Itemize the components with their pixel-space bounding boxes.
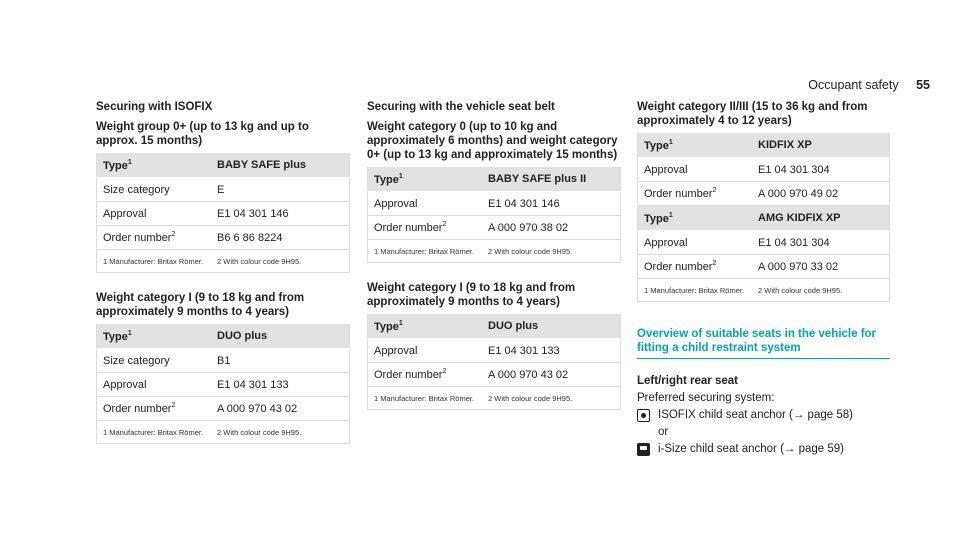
row-value: E1 04 301 133 [211, 373, 350, 397]
table-header-row [97, 153, 350, 178]
row-label: Size category [97, 178, 212, 202]
row-label: Approval [638, 231, 753, 255]
child-seat-table [96, 324, 350, 444]
seat-name-header: AMG KIDFIX XP [752, 206, 890, 231]
section-heading: Securing with the vehicle seat belt [367, 101, 555, 113]
row-value: E [211, 178, 350, 202]
row-label: Approval [368, 339, 483, 363]
row-label: Order number$^2$ [97, 397, 212, 421]
table-row [97, 373, 350, 397]
page-number: 55 [916, 78, 930, 92]
row-value: A 000 970 38 02 [482, 216, 621, 240]
row-label: Order number$^2$ [638, 255, 753, 279]
row-value: B6 6 86 8224 [211, 226, 350, 250]
weight-category-title: Weight category II/III (15 to 36 kg and from approximately 4 to 12 years) [637, 101, 868, 127]
i-size-text[interactable]: i-Size child seat anchor (→ page 59) [658, 443, 845, 455]
footnote-2: 2 With colour code 9H95. [217, 256, 302, 266]
row-value: E1 04 301 146 [482, 192, 621, 216]
seat-name-header: DUO plus [211, 324, 350, 349]
table-row [97, 349, 350, 373]
type-header: Type$^1$ [638, 206, 753, 231]
weight-category-title: Weight category I (9 to 18 kg and from approximately 9 months to 4 years) [367, 282, 576, 308]
type-header: Type$^1$ [368, 314, 483, 339]
seat-name-header: KIDFIX XP [752, 133, 890, 158]
row-value: A 000 970 43 02 [482, 363, 621, 387]
footnote-2: 2 With colour code 9H95. [488, 393, 573, 403]
table-header-row [97, 324, 350, 349]
list-item [637, 407, 890, 424]
seat-name-header: DUO plus [482, 314, 621, 339]
table-row [97, 178, 350, 202]
isofix-icon [637, 409, 650, 422]
table-header-row [368, 314, 621, 339]
child-seat-table [637, 133, 890, 302]
row-value: E1 04 301 304 [752, 158, 890, 182]
seat-section [637, 373, 890, 458]
row-label: Approval [638, 158, 753, 182]
page-header [808, 78, 930, 92]
column-2 [367, 100, 621, 410]
footnote-row [97, 250, 350, 273]
row-value: E1 04 301 304 [752, 231, 890, 255]
footnote-1: 1 Manufacturer: Britax Römer. [103, 427, 204, 437]
type-header: Type$^1$ [638, 133, 753, 158]
seat-heading: Left/right rear seat [637, 375, 738, 387]
table-row [368, 339, 621, 363]
child-seat-table [367, 167, 621, 263]
weight-category-title: Weight category 0 (up to 10 kg and approximately 6 months) and weight category 0+ (up to 13 kg and approximately 15 months) [367, 121, 618, 161]
footnote-row [368, 387, 621, 410]
footnote-1: 1 Manufacturer: Britax Römer. [374, 246, 475, 256]
i-size-icon [637, 443, 650, 456]
or-label: or [658, 426, 669, 438]
table-row [638, 158, 890, 182]
table-row [638, 255, 890, 279]
row-label: Order number$^2$ [368, 363, 483, 387]
row-value: B1 [211, 349, 350, 373]
section-heading: Securing with ISOFIX [96, 101, 213, 113]
child-seat-table [367, 314, 621, 410]
row-label: Approval [97, 202, 212, 226]
table-row [638, 182, 890, 206]
seat-name-header: BABY SAFE plus II [482, 167, 621, 192]
footnote-1: 1 Manufacturer: Britax Römer. [374, 393, 475, 403]
footnote-2: 2 With colour code 9H95. [488, 246, 573, 256]
table-row [368, 192, 621, 216]
footnote-row [97, 421, 350, 444]
row-value: E1 04 301 133 [482, 339, 621, 363]
table-row [368, 216, 621, 240]
table-row [368, 363, 621, 387]
row-value: A 000 970 43 02 [211, 397, 350, 421]
footnote-row [638, 279, 890, 302]
table-row [638, 231, 890, 255]
table-header-row [638, 206, 890, 231]
row-label: Order number$^2$ [638, 182, 753, 206]
type-header: Type$^1$ [97, 324, 212, 349]
row-value: A 000 970 49 02 [752, 182, 890, 206]
table-header-row [638, 133, 890, 158]
weight-group-title: Weight group 0+ (up to 13 kg and up to approx. 15 months) [96, 121, 309, 147]
table-row [97, 202, 350, 226]
row-label: Approval [97, 373, 212, 397]
seat-name-header: BABY SAFE plus [211, 153, 350, 178]
section-title: Occupant safety [808, 78, 899, 92]
footnote-row [368, 240, 621, 263]
table-header-row [368, 167, 621, 192]
overview-title: Overview of suitable seats in the vehicle for fitting a child restraint system [637, 327, 890, 359]
child-seat-table [96, 153, 350, 273]
row-label: Order number$^2$ [97, 226, 212, 250]
footnote-1: 1 Manufacturer: Britax Römer. [103, 256, 204, 266]
column-3 [637, 100, 890, 458]
preferred-label: Preferred securing system: [637, 392, 775, 404]
list-item [637, 441, 890, 458]
row-value: A 000 970 33 02 [752, 255, 890, 279]
row-value: E1 04 301 146 [211, 202, 350, 226]
type-header: Type$^1$ [97, 153, 212, 178]
type-header: Type$^1$ [368, 167, 483, 192]
weight-category-title: Weight category I (9 to 18 kg and from approximately 9 months to 4 years) [96, 292, 305, 318]
isofix-text[interactable]: ISOFIX child seat anchor (→ page 58) [658, 409, 853, 421]
table-row [97, 397, 350, 421]
footnote-1: 1 Manufacturer: Britax Römer. [644, 285, 745, 295]
footnote-2: 2 With colour code 9H95. [758, 285, 843, 295]
row-label: Size category [97, 349, 212, 373]
row-label: Approval [368, 192, 483, 216]
column-1 [96, 100, 350, 444]
row-label: Order number$^2$ [368, 216, 483, 240]
table-row [97, 226, 350, 250]
footnote-2: 2 With colour code 9H95. [217, 427, 302, 437]
